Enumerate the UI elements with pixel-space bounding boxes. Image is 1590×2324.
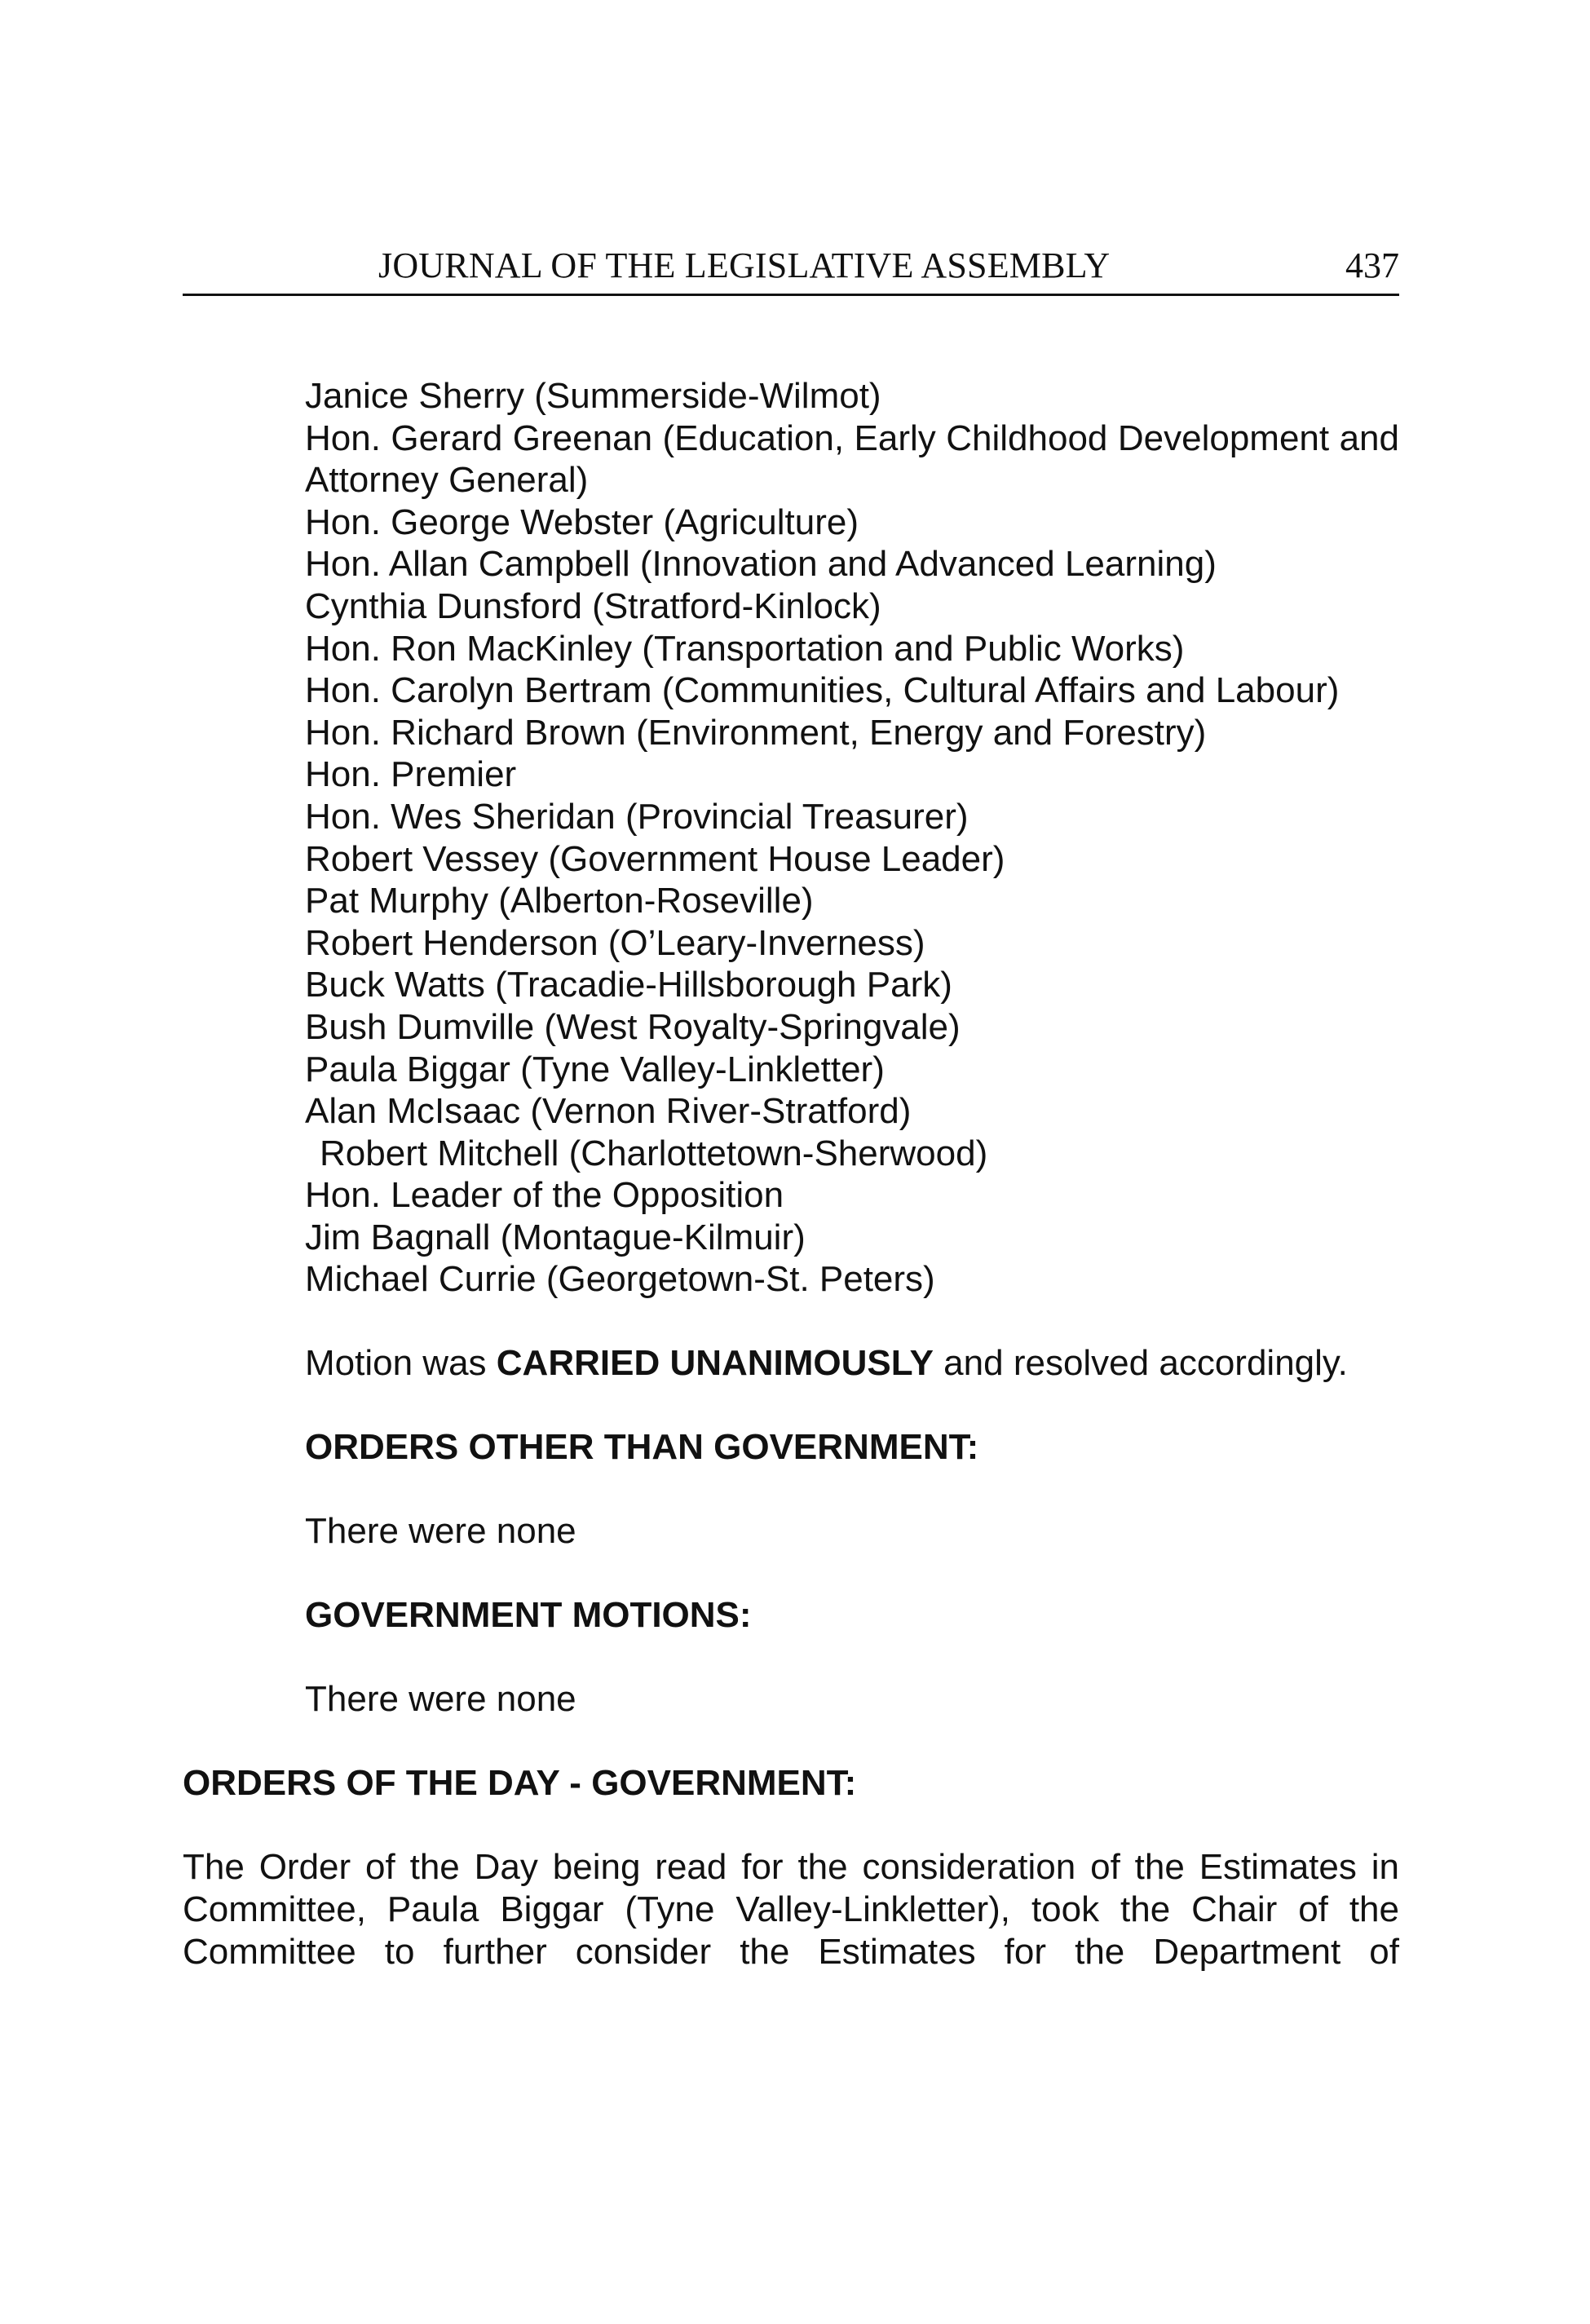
member-entry: Bush Dumville (West Royalty-Springvale) [305,1006,961,1047]
member-entry: Pat Murphy (Alberton-Roseville) [305,881,814,921]
member-entry: Paula Biggar (Tyne Valley-Linkletter) [305,1049,885,1089]
member-entry: Alan McIsaac (Vernon River-Stratford) [305,1091,912,1132]
member-entry: Cynthia Dunsford (Stratford-Kinlock) [305,585,881,626]
page-number: 437 [1345,245,1399,285]
member-list [305,375,1399,1301]
paragraph-line: Committee to further consider the Estimates for the Department of [183,1932,1399,1972]
member-entry: Hon. Allan Campbell (Innovation and Advanced Learning) [305,544,1217,585]
paragraph-line: The Order of the Day being read for the consideration of the Estimates in [183,1847,1399,1887]
member-entry: Michael Currie (Georgetown-St. Peters) [305,1259,935,1300]
section-heading-government-motions: GOVERNMENT MOTIONS: [305,1595,752,1635]
member-entry: Hon. George Webster (Agriculture) [305,501,859,542]
member-entry: Hon. Wes Sheridan (Provincial Treasurer) [305,796,969,837]
member-entry: Attorney General) [305,460,589,501]
motion-prefix: Motion was [305,1343,497,1383]
government-motions-text: There were none [305,1679,576,1719]
journal-title: JOURNAL OF THE LEGISLATIVE ASSEMBLY [378,245,1111,285]
motion-emphasis: CARRIED UNANIMOUSLY [496,1343,934,1383]
orders-of-day-paragraph [183,1846,1399,1973]
orders-other-text: There were none [305,1511,576,1551]
motion-suffix: and resolved accordingly. [933,1343,1348,1383]
motion-result [305,1342,1399,1385]
member-entry: Hon. Ron MacKinley (Transportation and Public Works) [305,628,1185,669]
member-entry: Robert Vessey (Government House Leader) [305,838,1005,879]
member-entry: Robert Henderson (O’Leary-Inverness) [305,922,925,963]
member-entry: Hon. Carolyn Bertram (Communities, Cultural Affairs and Labour) [305,670,1340,711]
section-heading-orders-of-day: ORDERS OF THE DAY - GOVERNMENT: [183,1763,857,1803]
section-heading-orders-other: ORDERS OTHER THAN GOVERNMENT: [305,1427,979,1467]
member-entry: Buck Watts (Tracadie-Hillsborough Park) [305,965,952,1005]
member-entry: Hon. Gerard Greenan (Education, Early Childhood Development and [305,418,1399,458]
member-entry: Janice Sherry (Summerside-Wilmot) [305,376,881,416]
member-entry: Jim Bagnall (Montague-Kilmuir) [305,1217,806,1257]
member-entry: Hon. Leader of the Opposition [305,1175,784,1216]
running-header [183,243,1399,296]
member-entry: Robert Mitchell (Charlottetown-Sherwood) [320,1133,988,1173]
member-entry: Hon. Premier [305,754,517,795]
member-entry: Hon. Richard Brown (Environment, Energy and Forestry) [305,712,1207,753]
paragraph-line: Committee, Paula Biggar (Tyne Valley-Linkletter), took the Chair of the [183,1889,1399,1929]
